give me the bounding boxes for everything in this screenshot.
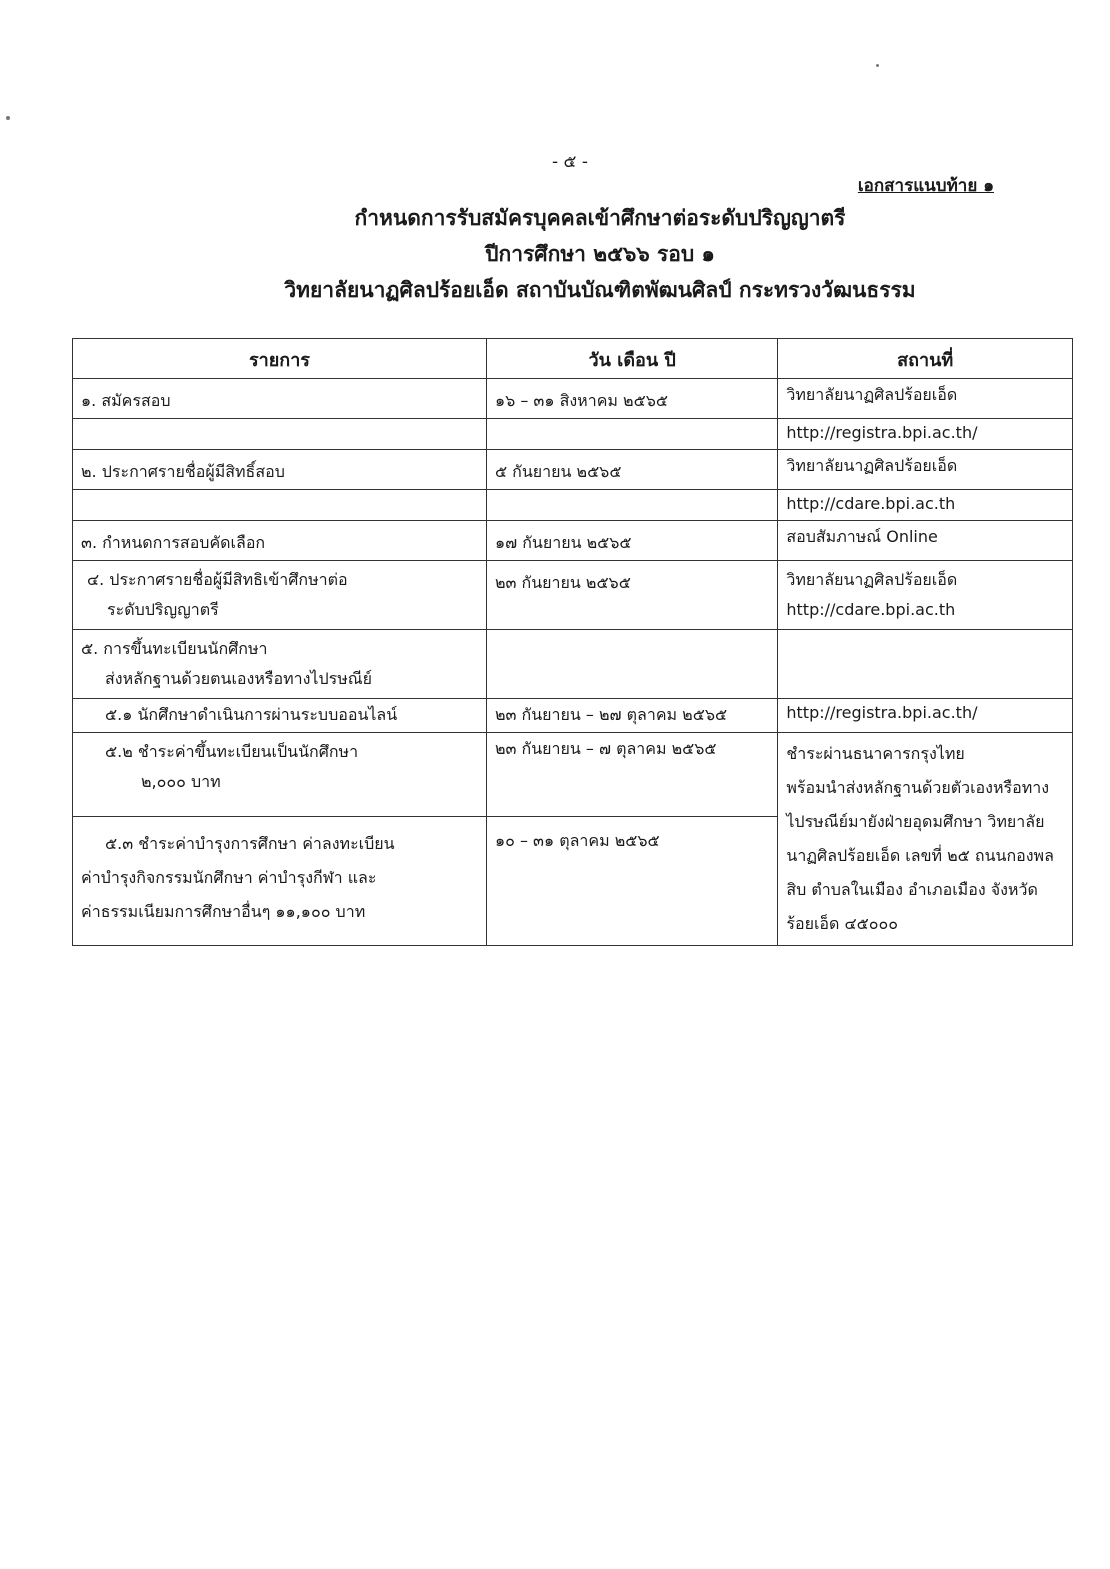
place-text: วิทยาลัยนาฏศิลปร้อยเอ็ด [786, 570, 958, 589]
url-text: http://registra.bpi.ac.th/ [786, 703, 978, 722]
place-cell [778, 699, 1073, 733]
page-number: - ๕ - [552, 152, 588, 172]
title-line-3: วิทยาลัยนาฏศิลปร้อยเอ็ด สถาบันบัณฑิตพัฒนศิลป์ กระทรวงวัฒนธรรม [284, 278, 916, 302]
date-cell [486, 699, 777, 733]
date-text: ๒๓ กันยายน – ๗ ตุลาคม ๒๕๖๕ [494, 739, 717, 758]
url-text: http://registra.bpi.ac.th/ [786, 423, 978, 442]
item-cell [73, 521, 487, 561]
table-row [73, 521, 1073, 561]
payment-place-cell [778, 733, 1073, 946]
place-cell [778, 450, 1073, 490]
date-cell [486, 817, 777, 946]
place-cell [778, 490, 1073, 521]
date-cell [486, 379, 777, 419]
date-text: ๑๗ กันยายน ๒๕๖๕ [494, 533, 632, 552]
table-row [73, 561, 1073, 630]
item-cell [73, 699, 487, 733]
date-text: ๒๓ กันยายน ๒๕๖๕ [494, 573, 631, 592]
item-text: ระดับปริญญาตรี [107, 600, 219, 619]
title-line-1: กำหนดการรับสมัครบุคคลเข้าศึกษาต่อระดับปริญญาตรี [354, 206, 846, 230]
item-text: ๑. สมัครสอบ [81, 391, 171, 410]
place-text: ชำระผ่านธนาคารกรุงไทย [786, 744, 965, 763]
item-cell [73, 630, 487, 699]
item-text: ๔. ประกาศรายชื่อผู้มีสิทธิเข้าศึกษาต่อ [87, 570, 348, 589]
place-text: วิทยาลัยนาฏศิลปร้อยเอ็ด [786, 385, 958, 404]
date-cell [486, 521, 777, 561]
item-cell [73, 817, 487, 946]
date-cell [486, 450, 777, 490]
place-cell [778, 419, 1073, 450]
date-cell [486, 630, 777, 699]
url-text: http://cdare.bpi.ac.th [786, 600, 956, 619]
date-text: ๑๖ – ๓๑ สิงหาคม ๒๕๖๕ [494, 391, 668, 410]
place-cell [778, 630, 1073, 699]
document-title [150, 200, 1050, 308]
place-cell [778, 561, 1073, 630]
table-row [73, 379, 1073, 419]
item-cell [73, 419, 487, 450]
place-text: สิบ ตำบลในเมือง อำเภอเมือง จังหวัด [786, 880, 1038, 899]
item-text: ๕.๑ นักศึกษาดำเนินการผ่านระบบออนไลน์ [105, 705, 398, 724]
title-line-2: ปีการศึกษา ๒๕๖๖ รอบ ๑ [485, 242, 715, 266]
url-text: http://cdare.bpi.ac.th [786, 494, 956, 513]
item-text: ๒,๐๐๐ บาท [141, 772, 221, 791]
place-text: พร้อมนำส่งหลักฐานด้วยตัวเองหรือทาง [786, 778, 1050, 797]
place-cell [778, 379, 1073, 419]
table-row [73, 490, 1073, 521]
item-cell [73, 733, 487, 817]
place-text: ไปรษณีย์มายังฝ่ายอุดมศึกษา วิทยาลัย [786, 812, 1045, 831]
header-item: รายการ [73, 339, 487, 379]
place-text: นาฏศิลปร้อยเอ็ด เลขที่ ๒๕ ถนนกองพล [786, 846, 1054, 865]
date-text: ๒๓ กันยายน – ๒๗ ตุลาคม ๒๕๖๕ [494, 705, 728, 724]
date-text: ๕ กันยายน ๒๕๖๕ [494, 462, 622, 481]
table-row [73, 419, 1073, 450]
scan-speck [6, 116, 10, 120]
item-cell [73, 490, 487, 521]
item-text: ๒. ประกาศรายชื่อผู้มีสิทธิ์สอบ [81, 462, 285, 481]
item-text: ค่าบำรุงกิจกรรมนักศึกษา ค่าบำรุงกีฬา และ [81, 868, 377, 887]
place-text: สอบสัมภาษณ์ Online [786, 527, 938, 546]
item-text: ๕.๓ ชำระค่าบำรุงการศึกษา ค่าลงทะเบียน [105, 834, 395, 853]
date-cell [486, 490, 777, 521]
attachment-label: เอกสารแนบท้าย ๑ [857, 176, 994, 196]
place-cell [778, 521, 1073, 561]
item-cell [73, 379, 487, 419]
header-place: สถานที่ [778, 339, 1073, 379]
item-cell [73, 450, 487, 490]
header-date: วัน เดือน ปี [486, 339, 777, 379]
item-text: ๕. การขึ้นทะเบียนนักศึกษา [81, 639, 268, 658]
item-text: ค่าธรรมเนียมการศึกษาอื่นๆ ๑๑,๑๐๐ บาท [81, 902, 366, 921]
table-header-row [73, 339, 1073, 379]
item-text: ๕.๒ ชำระค่าขึ้นทะเบียนเป็นนักศึกษา [105, 742, 359, 761]
table-row [73, 733, 1073, 817]
place-text: ร้อยเอ็ด ๔๕๐๐๐ [786, 914, 899, 933]
place-text: วิทยาลัยนาฏศิลปร้อยเอ็ด [786, 456, 958, 475]
date-cell [486, 419, 777, 450]
schedule-table [72, 338, 1073, 946]
item-text: ๓. กำหนดการสอบคัดเลือก [81, 533, 266, 552]
date-cell [486, 561, 777, 630]
item-text: ส่งหลักฐานด้วยตนเองหรือทางไปรษณีย์ [105, 669, 372, 688]
table-row [73, 630, 1073, 699]
scan-speck [876, 64, 879, 67]
item-cell [73, 561, 487, 630]
table-row [73, 450, 1073, 490]
date-cell [486, 733, 777, 817]
date-text: ๑๐ – ๓๑ ตุลาคม ๒๕๖๕ [494, 831, 660, 850]
table-row [73, 699, 1073, 733]
